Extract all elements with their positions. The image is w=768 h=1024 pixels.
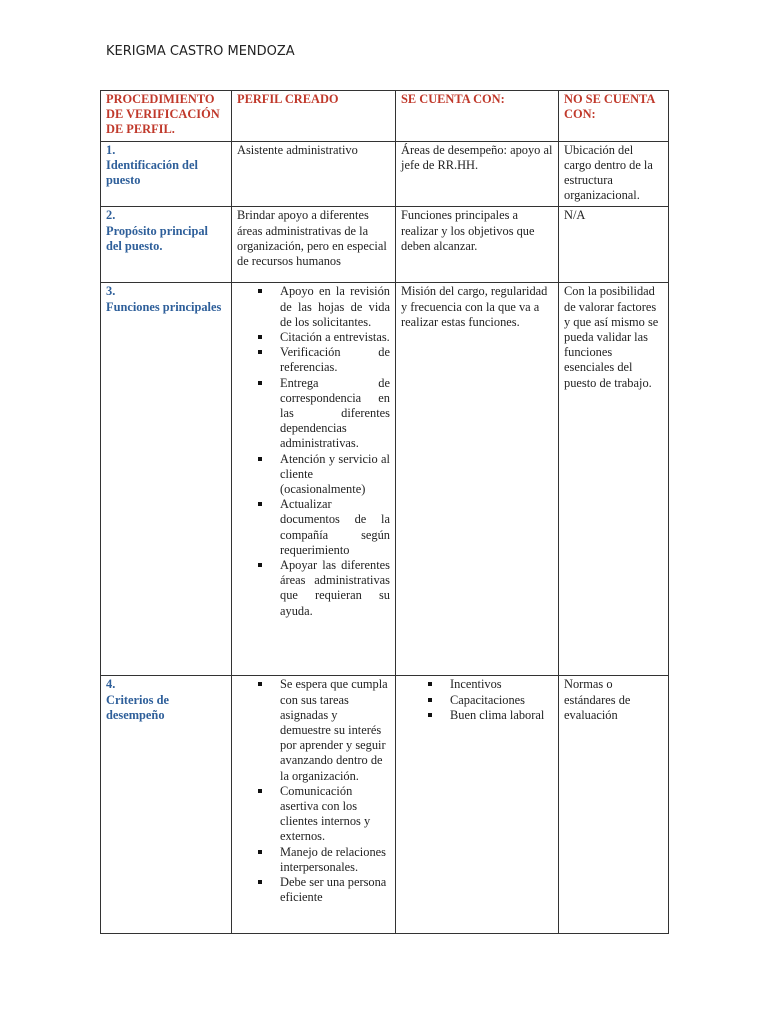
header-procedimiento: PROCEDIMIENTO DE VERIFICACIÓN DE PERFIL. xyxy=(101,91,232,142)
author-name: KERIGMA CASTRO MENDOZA xyxy=(106,44,295,59)
table-row xyxy=(101,283,669,676)
perfil-cell xyxy=(232,283,396,676)
table-row xyxy=(101,676,669,934)
cuenta-bullet-list xyxy=(401,677,553,723)
cuenta-cell: Misión del cargo, regularidad y frecuencia con la que va a realizar estas funciones. xyxy=(396,283,559,676)
row-title: Criterios de desempeño xyxy=(106,692,169,722)
table-row xyxy=(101,141,669,207)
list-item: Comunicación asertiva con los clientes internos y externos. xyxy=(280,784,390,845)
row-number: 2. xyxy=(106,208,116,223)
row-number: 3. xyxy=(106,284,116,299)
list-item: Apoyar las diferentes áreas administrativas que requieran su ayuda. xyxy=(280,558,390,618)
list-item: Citación a entrevistas. xyxy=(280,330,390,345)
perfil-cell xyxy=(232,676,396,934)
profile-verification-table xyxy=(100,90,669,934)
list-item: Se espera que cumpla con sus tareas asignadas y demuestre su interés por aprender y seguir avanzando dentro de la organización. xyxy=(280,677,390,783)
cuenta-cell: Funciones principales a realizar y los objetivos que deben alcanzar. xyxy=(396,207,559,283)
no-cuenta-cell: Ubicación del cargo dentro de la estructura organizacional. xyxy=(559,141,669,207)
cuenta-cell xyxy=(396,676,559,934)
row-procedure-cell xyxy=(101,207,232,283)
list-item: Manejo de relaciones interpersonales. xyxy=(280,845,390,875)
no-cuenta-cell: Con la posibilidad de valorar factores y que así mismo se pueda validar las funciones esenciales del puesto de trabajo. xyxy=(559,283,669,676)
header-no-se-cuenta-con: NO SE CUENTA CON: xyxy=(559,91,669,142)
row-procedure-cell xyxy=(101,283,232,676)
row-title: Propósito principal del puesto. xyxy=(106,223,209,253)
row-number: 1. xyxy=(106,142,116,157)
no-cuenta-cell: Normas o estándares de evaluación xyxy=(559,676,669,934)
perfil-cell: Brindar apoyo a diferentes áreas administrativas de la organización, pero en especial de recursos humanos xyxy=(232,207,396,283)
table-header-row xyxy=(101,91,669,142)
list-item: Capacitaciones xyxy=(450,693,553,708)
row-procedure-cell xyxy=(101,141,232,207)
list-item: Actualizar documentos de la compañía según requerimiento xyxy=(280,497,390,557)
list-item: Apoyo en la revisión de las hojas de vida de los solicitantes. xyxy=(280,284,390,329)
row-number: 4. xyxy=(106,677,116,692)
list-item: Incentivos xyxy=(450,677,553,692)
list-item: Entrega de correspondencia en las diferentes dependencias administrativas. xyxy=(280,375,390,451)
perfil-bullet-list xyxy=(237,677,390,905)
cuenta-cell: Áreas de desempeño: apoyo al jefe de RR.HH. xyxy=(396,141,559,207)
header-se-cuenta-con: SE CUENTA CON: xyxy=(396,91,559,142)
row-title: Identificación del puesto xyxy=(106,157,198,188)
list-item: Buen clima laboral xyxy=(450,708,553,723)
list-item: Atención y servicio al cliente (ocasionalmente) xyxy=(280,451,390,497)
header-perfil-creado: PERFIL CREADO xyxy=(232,91,396,142)
perfil-cell: Asistente administrativo xyxy=(232,141,396,207)
table-row xyxy=(101,207,669,283)
no-cuenta-cell: N/A xyxy=(559,207,669,283)
row-procedure-cell xyxy=(101,676,232,934)
row-title: Funciones principales xyxy=(106,299,222,314)
list-item: Verificación de referencias. xyxy=(280,345,390,375)
perfil-bullet-list xyxy=(237,284,390,618)
list-item: Debe ser una persona eficiente xyxy=(280,875,390,905)
